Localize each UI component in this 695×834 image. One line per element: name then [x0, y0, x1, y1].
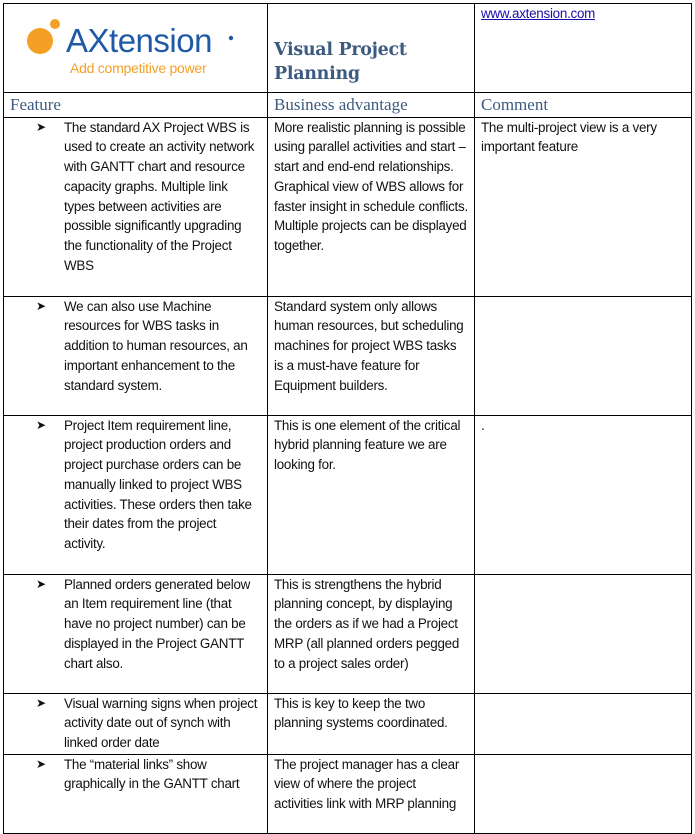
feature-cell: ➤ Planned orders generated below an Item requirement line (that have no project number) can be displayed in the Project GANTT chart also. [4, 574, 268, 693]
comment-cell [475, 754, 692, 833]
feature-cell: ➤ Project Item requirement line, project production orders and project purchase orders can be manually linked to project WBS activities. These orders then take their dates from the project activity. [4, 415, 268, 574]
arrow-bullet-icon: ➤ [36, 119, 46, 134]
column-header-comment: Comment [475, 92, 692, 117]
advantage-cell: This is one element of the critical hybrid planning feature we are looking for. [268, 415, 475, 574]
link-cell [475, 4, 692, 93]
advantage-cell: More realistic planning is possible using parallel activities and start – start and end-end relationships. Graphical view of WBS allows for faster insight in schedule conflicts. Multiple projects can be displayed together. [268, 117, 475, 296]
svg-text:AXtension: AXtension [66, 22, 212, 59]
arrow-bullet-icon: ➤ [36, 576, 46, 591]
arrow-bullet-icon: ➤ [36, 756, 46, 771]
table-row [4, 574, 692, 693]
feature-cell: ➤ Visual warning signs when project activity date out of synch with linked order date [4, 693, 268, 754]
arrow-bullet-icon: ➤ [36, 417, 46, 432]
feature-cell: ➤ The standard AX Project WBS is used to create an activity network with GANTT chart and resource capacity graphs. Multiple link types between activities are possible significantly upgrading the functionality of the Project WBS [4, 117, 268, 296]
table-row [4, 693, 692, 754]
column-header-advantage: Business advantage [268, 92, 475, 117]
table-row [4, 117, 692, 296]
table-row [4, 754, 692, 833]
website-link[interactable]: www.axtension.com [481, 6, 596, 21]
table-row [4, 415, 692, 574]
feature-table [3, 3, 692, 834]
table-row [4, 296, 692, 415]
comment-cell [475, 296, 692, 415]
column-header-feature: Feature [4, 92, 268, 117]
arrow-bullet-icon: ➤ [36, 695, 46, 710]
svg-text:Add competitive power: Add competitive power [70, 60, 207, 76]
advantage-cell: Standard system only allows human resources, but scheduling machines for project WBS tasks is a must-have feature for Equipment builders. [268, 296, 475, 415]
logo-cell [4, 4, 268, 93]
comment-cell: The multi-project view is a very important feature [475, 117, 692, 296]
feature-cell: ➤ We can also use Machine resources for WBS tasks in addition to human resources, an important enhancement to the standard system. [4, 296, 268, 415]
advantage-cell: The project manager has a clear view of where the project activities link with MRP planning [268, 754, 475, 833]
advantage-cell: This is key to keep the two planning systems coordinated. [268, 693, 475, 754]
axtension-logo [4, 4, 254, 86]
advantage-cell: This is strengthens the hybrid planning concept, by displaying the orders as if we had a Project MRP (all planned orders pegged to a project sales order) [268, 574, 475, 693]
comment-cell [475, 574, 692, 693]
page-title-cell [268, 4, 475, 93]
comment-cell: . [475, 415, 692, 574]
comment-cell [475, 693, 692, 754]
feature-cell: ➤ The “material links” show graphically in the GANTT chart [4, 754, 268, 833]
arrow-bullet-icon: ➤ [36, 298, 46, 313]
page-title: Visual Project Planning [274, 40, 407, 84]
